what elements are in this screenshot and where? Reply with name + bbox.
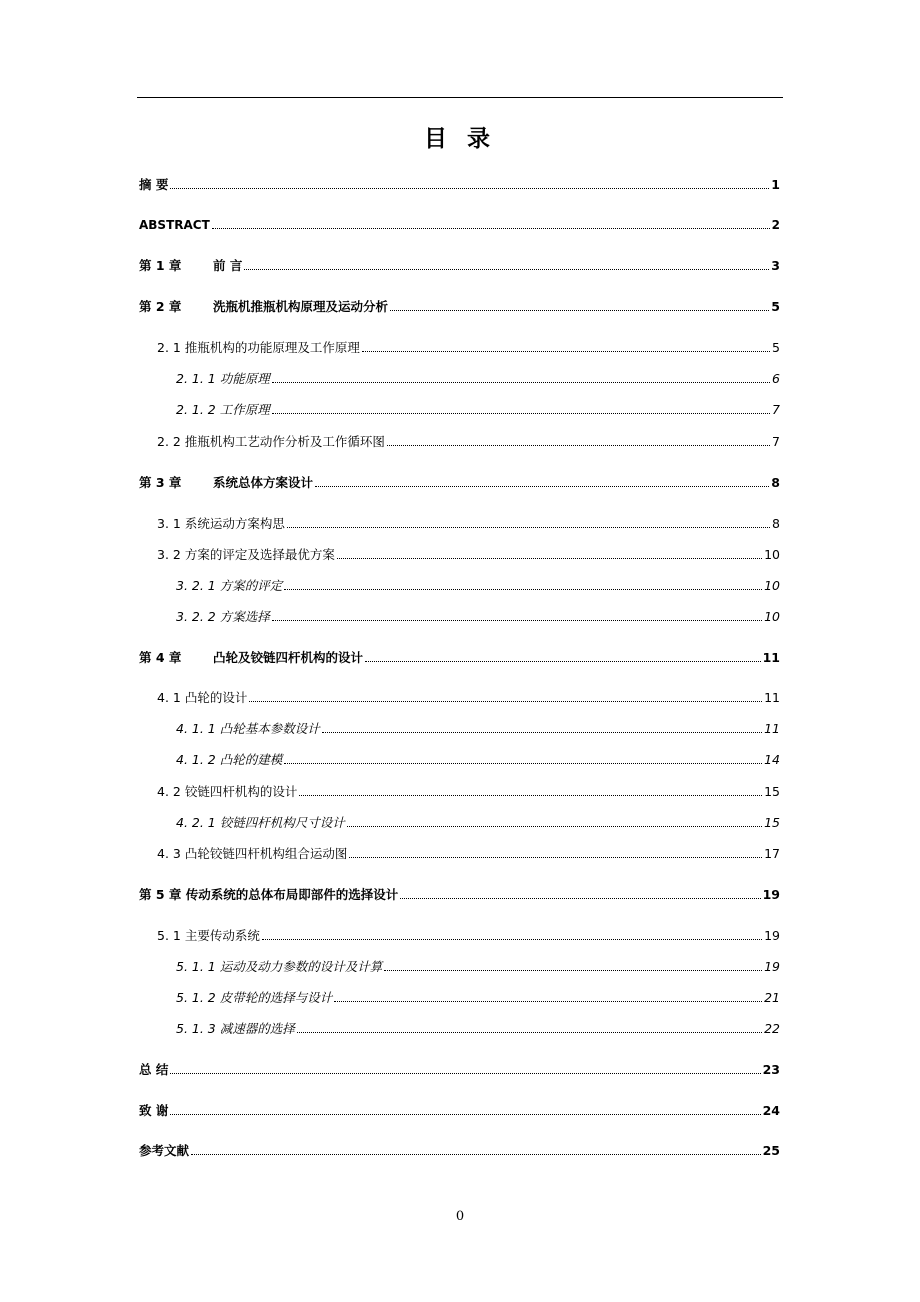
- toc-entry-label: 第 5 章 传动系统的总体布局即部件的选择设计: [139, 887, 399, 902]
- toc-entry[interactable]: [157, 545, 780, 565]
- toc-entry[interactable]: [157, 432, 780, 452]
- chapter-number: 第 2 章: [139, 299, 182, 314]
- toc-page-number: 25: [762, 1143, 780, 1158]
- toc-page-number: 11: [762, 650, 780, 665]
- toc-page-number: 3: [771, 258, 780, 273]
- toc-entry[interactable]: [176, 1019, 780, 1039]
- toc-entry-label: 5. 1 主要传动系统: [157, 928, 260, 943]
- toc-entry-text: [139, 256, 242, 276]
- toc-entry[interactable]: [176, 719, 780, 739]
- toc-entry-label: 4. 2 铰链四杆机构的设计: [157, 784, 298, 799]
- dot-leader: [284, 589, 762, 590]
- toc-page-number: 19: [764, 959, 780, 974]
- toc-entry-label: 摘 要: [139, 177, 169, 192]
- toc-page-number: 10: [764, 609, 780, 624]
- dot-leader: [390, 310, 769, 311]
- toc-entry-label: 洗瓶机推瓶机构原理及运动分析: [213, 299, 389, 314]
- toc-entry-text: [157, 338, 360, 358]
- toc-entry[interactable]: [139, 1060, 780, 1080]
- toc-page-number: 19: [762, 887, 780, 902]
- toc-entry-text: [157, 432, 385, 452]
- toc-page-number: 6: [772, 371, 780, 386]
- toc-entry[interactable]: [176, 400, 780, 420]
- toc-entry-label: 参考文献: [139, 1143, 190, 1158]
- toc-entry[interactable]: [176, 988, 780, 1008]
- toc-entry-label: 致 谢: [139, 1103, 169, 1118]
- toc-entry[interactable]: [176, 576, 780, 596]
- toc-entry-label: 5. 1. 2 皮带轮的选择与设计: [176, 990, 333, 1005]
- toc-page-number: 5: [771, 299, 780, 314]
- toc-entry-text: [176, 957, 382, 977]
- toc-entry-text: [139, 175, 168, 195]
- dot-leader: [262, 939, 762, 940]
- toc-entry[interactable]: [157, 782, 780, 802]
- dot-leader: [299, 795, 762, 796]
- toc-entry-label: 4. 2. 1 铰链四杆机构尺寸设计: [176, 815, 345, 830]
- toc-entry-label: 3. 1 系统运动方案构思: [157, 516, 285, 531]
- toc-entry-label: 总 结: [139, 1062, 169, 1077]
- toc-entry[interactable]: [176, 750, 780, 770]
- dot-leader: [387, 445, 770, 446]
- toc-entry[interactable]: [176, 369, 780, 389]
- toc-entry-label: 2. 1. 1 功能原理: [176, 371, 270, 386]
- toc-entry[interactable]: [139, 297, 780, 317]
- toc-page-number: 10: [764, 547, 780, 562]
- toc-entry-text: [139, 1060, 168, 1080]
- toc-entry-label: 前 言: [213, 258, 243, 273]
- toc-entry-label: 4. 3 凸轮铰链四杆机构组合运动图: [157, 846, 348, 861]
- dot-leader: [365, 661, 761, 662]
- toc-page-number: 15: [764, 815, 780, 830]
- dot-leader: [362, 351, 770, 352]
- chapter-number: 第 3 章: [139, 475, 182, 490]
- toc-entry-label: 4. 1. 2 凸轮的建模: [176, 752, 283, 767]
- toc-entry[interactable]: [139, 885, 780, 905]
- toc-entry-text: [176, 369, 270, 389]
- toc-entry-label: 3. 2. 1 方案的评定: [176, 578, 283, 593]
- dot-leader: [334, 1001, 762, 1002]
- toc-page-number: 11: [764, 721, 780, 736]
- toc-page-number: 17: [764, 846, 780, 861]
- dot-leader: [284, 763, 762, 764]
- toc-entry-label: 2. 2 推瓶机构工艺动作分析及工作循环图: [157, 434, 385, 449]
- toc-entry-label: 3. 2 方案的评定及选择最优方案: [157, 547, 335, 562]
- dot-leader: [272, 413, 770, 414]
- dot-leader: [212, 228, 770, 229]
- dot-leader: [349, 857, 762, 858]
- toc-entry[interactable]: [157, 926, 780, 946]
- toc-page-number: 22: [764, 1021, 780, 1036]
- toc-entry-text: [139, 473, 313, 493]
- toc-page-number: 1: [771, 177, 780, 192]
- toc-page-number: 11: [764, 690, 780, 705]
- toc-entry-text: [176, 607, 270, 627]
- dot-leader: [170, 1073, 760, 1074]
- toc-entry-text: [157, 688, 247, 708]
- toc-entry[interactable]: [139, 256, 780, 276]
- toc-entry[interactable]: [157, 688, 780, 708]
- dot-leader: [170, 1114, 760, 1115]
- toc-page-number: 19: [764, 928, 780, 943]
- dot-leader: [170, 188, 769, 189]
- toc-entry[interactable]: [157, 338, 780, 358]
- toc-entry[interactable]: [176, 957, 780, 977]
- toc-entry-text: [139, 297, 388, 317]
- dot-leader: [384, 970, 762, 971]
- toc-entry-text: [139, 648, 363, 668]
- toc-page-number: 2: [771, 218, 780, 232]
- toc-entry[interactable]: [139, 215, 780, 235]
- dot-leader: [287, 527, 770, 528]
- toc-title: 目 录: [423, 126, 496, 152]
- toc-entry-label: 2. 1. 2 工作原理: [176, 402, 270, 417]
- toc-entry[interactable]: [139, 473, 780, 493]
- dot-leader: [337, 558, 762, 559]
- dot-leader: [315, 486, 769, 487]
- toc-page-number: 15: [764, 784, 780, 799]
- chapter-number: 第 4 章: [139, 650, 182, 665]
- page-number: 0: [455, 1209, 465, 1224]
- toc-entry-text: [139, 885, 398, 905]
- dot-leader: [400, 898, 760, 899]
- toc-page-number: 10: [764, 578, 780, 593]
- toc-entry[interactable]: [139, 1141, 780, 1161]
- dot-leader: [191, 1154, 761, 1155]
- toc-entry[interactable]: [176, 607, 780, 627]
- toc-page-number: 24: [762, 1103, 780, 1118]
- toc-entry-text: [176, 576, 282, 596]
- dot-leader: [249, 701, 762, 702]
- toc-entry-text: [157, 782, 297, 802]
- toc-entry-label: 5. 1. 3 减速器的选择: [176, 1021, 295, 1036]
- toc-entry-text: [157, 926, 260, 946]
- toc-page-number: 8: [771, 475, 780, 490]
- toc-page-number: 7: [772, 402, 780, 417]
- toc-entry[interactable]: [157, 844, 780, 864]
- toc-page-number: 7: [772, 434, 780, 449]
- toc-entry-text: [157, 514, 285, 534]
- toc-entry[interactable]: [139, 648, 780, 668]
- toc-entry[interactable]: [139, 1101, 780, 1121]
- chapter-number: 第 1 章: [139, 258, 182, 273]
- toc-entry-label: 4. 1. 1 凸轮基本参数设计: [176, 721, 320, 736]
- toc-page-number: 5: [772, 340, 780, 355]
- toc-entry-label: 4. 1 凸轮的设计: [157, 690, 248, 705]
- dot-leader: [244, 269, 769, 270]
- dot-leader: [272, 620, 762, 621]
- toc-entry-text: [176, 1019, 295, 1039]
- toc-entry-text: [176, 400, 270, 420]
- toc-entry-text: [157, 844, 347, 864]
- dot-leader: [322, 732, 762, 733]
- toc-entry-label: ABSTRACT: [139, 218, 210, 232]
- toc-entry-label: 系统总体方案设计: [213, 475, 314, 490]
- toc-entry-text: [176, 750, 282, 770]
- toc-entry-text: [176, 719, 320, 739]
- toc-entry[interactable]: [176, 813, 780, 833]
- toc-entry-text: [139, 1141, 189, 1161]
- toc-entry-text: [176, 813, 345, 833]
- dot-leader: [297, 1032, 762, 1033]
- toc-entry[interactable]: [139, 175, 780, 195]
- toc-entry-label: 凸轮及铰链四杆机构的设计: [213, 650, 364, 665]
- toc-entry-label: 5. 1. 1 运动及动力参数的设计及计算: [176, 959, 383, 974]
- toc-page-number: 23: [762, 1062, 780, 1077]
- toc-page-number: 14: [764, 752, 780, 767]
- dot-leader: [347, 826, 762, 827]
- toc-entry[interactable]: [157, 514, 780, 534]
- toc-page-number: 8: [772, 516, 780, 531]
- toc-entry-label: 3. 2. 2 方案选择: [176, 609, 270, 624]
- toc-entry-label: 2. 1 推瓶机构的功能原理及工作原理: [157, 340, 360, 355]
- toc-page-number: 21: [764, 990, 780, 1005]
- toc-entry-text: [157, 545, 335, 565]
- toc-entry-text: [176, 988, 332, 1008]
- dot-leader: [272, 382, 770, 383]
- toc-entry-text: [139, 1101, 168, 1121]
- toc-entry-text: [139, 215, 210, 235]
- header-rule: [137, 97, 783, 98]
